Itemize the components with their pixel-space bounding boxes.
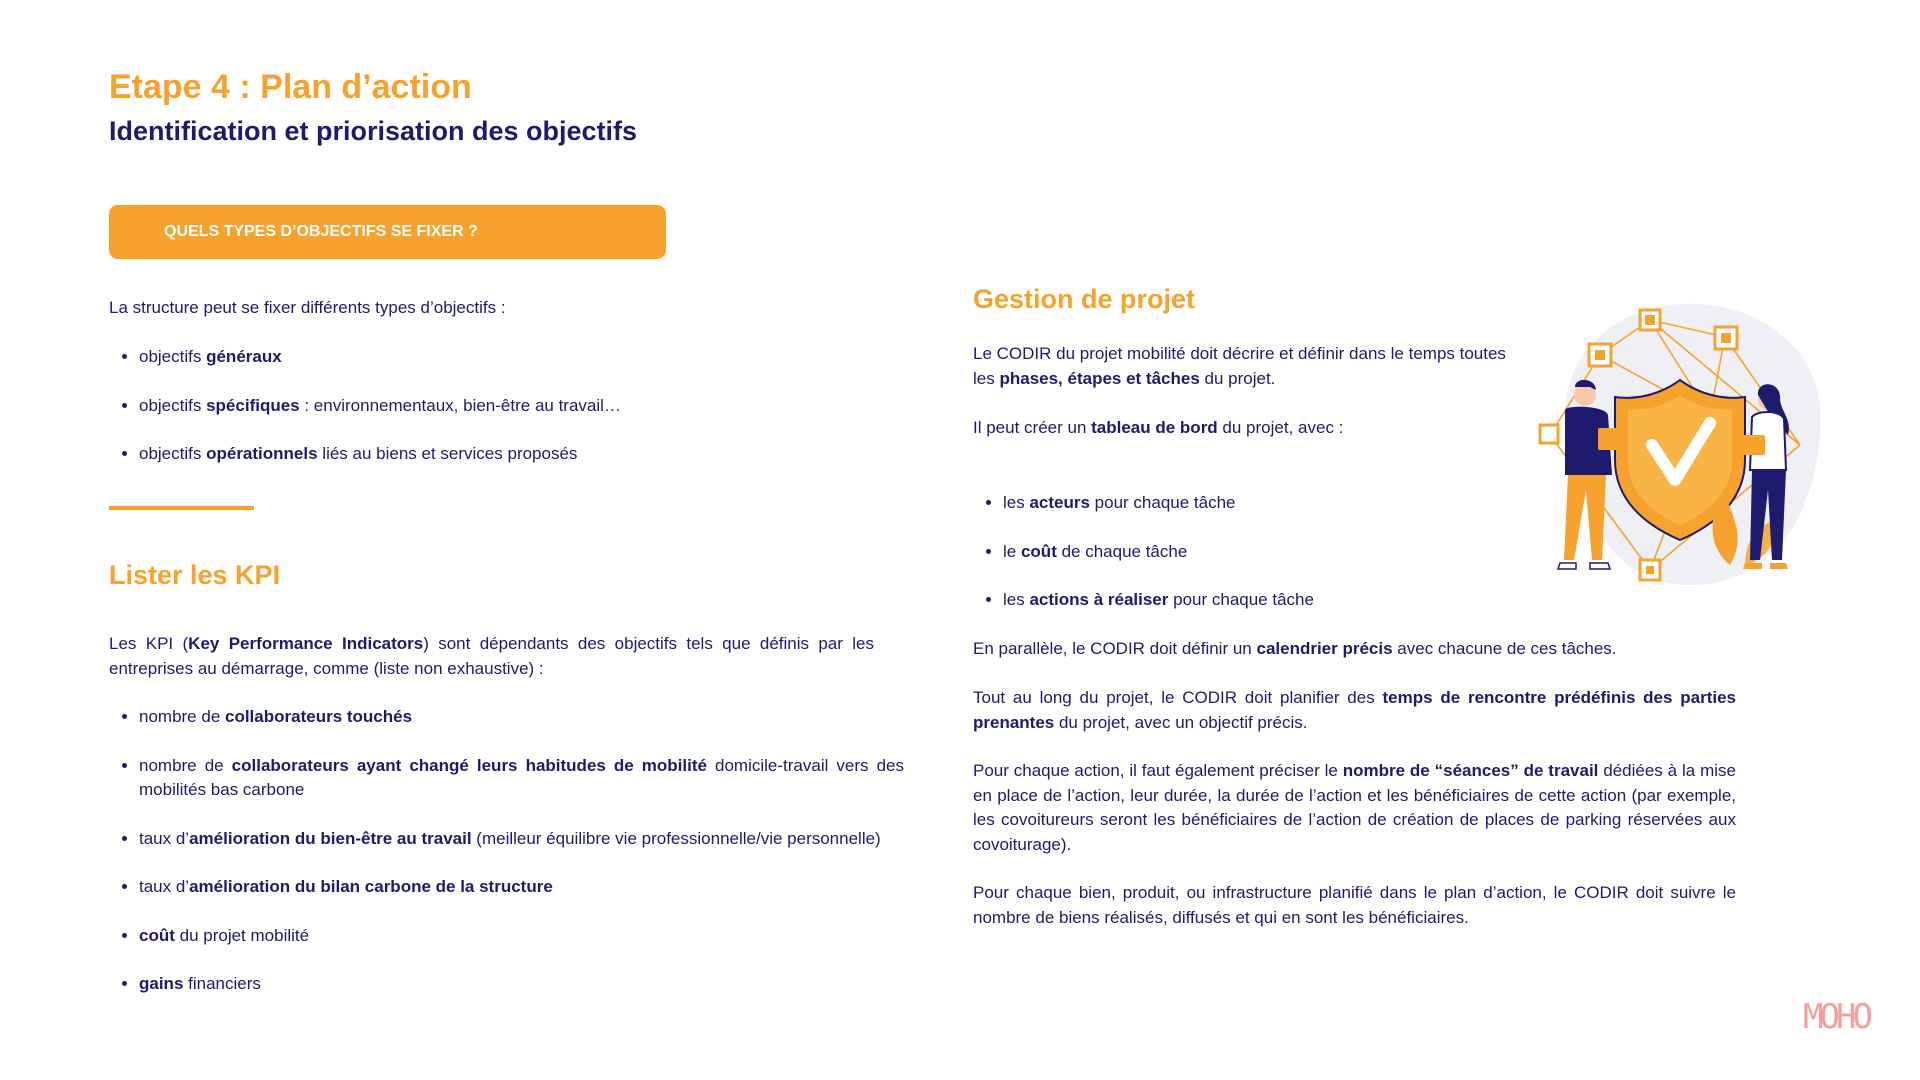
list-item: • les acteurs pour chaque tâche xyxy=(1003,491,1543,516)
list-item: • taux d’amélioration du bilan carbone de la structure xyxy=(139,875,904,900)
list-item: • nombre de collaborateurs touchés xyxy=(139,705,904,730)
list-item: • objectifs généraux xyxy=(139,345,909,370)
section-banner xyxy=(109,205,666,259)
list-item: • coût du projet mobilité xyxy=(139,924,904,949)
list-item: • les actions à réaliser pour chaque tâche xyxy=(1003,588,1543,613)
section-divider xyxy=(109,506,254,510)
svg-text:MOHO: MOHO xyxy=(1803,997,1869,1037)
gestion-paragraph-6: Pour chaque bien, produit, ou infrastructure planifié dans le plan d’action, le CODIR doit suivre le nombre de biens réalisés, diffusés et qui en sont les bénéficiaires. xyxy=(973,883,1736,927)
gestion-section-title: Gestion de projet xyxy=(973,284,1196,314)
gestion-paragraph-2: Il peut créer un tableau de bord du projet, avec : xyxy=(973,418,1344,437)
list-item: • taux d’amélioration du bien-être au travail (meilleur équilibre vie professionnelle/vie personnelle) xyxy=(139,827,904,852)
kpi-section-title: Lister les KPI xyxy=(109,560,281,590)
moho-logo xyxy=(1800,980,1872,1038)
page-title: Etape 4 : Plan d’action xyxy=(109,68,472,106)
list-item: • objectifs opérationnels liés au biens et services proposés xyxy=(139,442,909,467)
dashboard-items-list xyxy=(973,491,1543,637)
banner-label: QUELS TYPES D’OBJECTIFS SE FIXER ? xyxy=(164,223,478,240)
list-item: • objectifs spécifiques : environnementaux, bien-être au travail… xyxy=(139,394,909,419)
list-item: • nombre de collaborateurs ayant changé leurs habitudes de mobilité domicile-travail vers des mobilités bas carbone xyxy=(139,754,904,803)
page-subtitle: Identification et priorisation des objectifs xyxy=(109,116,638,146)
shield-network-illustration xyxy=(1530,295,1830,595)
objective-types-list xyxy=(109,345,909,491)
types-intro: La structure peut se fixer différents types d’objectifs : xyxy=(109,298,506,317)
list-item: • le coût de chaque tâche xyxy=(1003,540,1543,565)
gestion-paragraph-5: Pour chaque action, il faut également préciser le nombre de “séances” de travail dédiées à la mise en place de l’action, leur durée, la durée de l’action et les bénéficiaires de cette action (par exemple, les covoitureurs seront les bénéficiaires de l’action de création de places de parking réservées aux covoiturage). xyxy=(973,761,1736,854)
list-item: • gains financiers xyxy=(139,972,904,997)
gestion-paragraph-1: Le CODIR du projet mobilité doit décrire et définir dans le temps toutes les phases, étapes et tâches du projet. xyxy=(973,344,1506,388)
gestion-paragraph-3: En parallèle, le CODIR doit définir un calendrier précis avec chacune de ces tâches. xyxy=(973,639,1617,658)
gestion-paragraph-4: Tout au long du projet, le CODIR doit planifier des temps de rencontre prédéfinis des parties prenantes du projet, avec un objectif précis. xyxy=(973,688,1736,732)
kpi-list xyxy=(109,705,904,1021)
kpi-intro: Les KPI (Key Performance Indicators) sont dépendants des objectifs tels que définis par les entreprises au démarrage, comme (liste non exhaustive) : xyxy=(109,634,874,678)
